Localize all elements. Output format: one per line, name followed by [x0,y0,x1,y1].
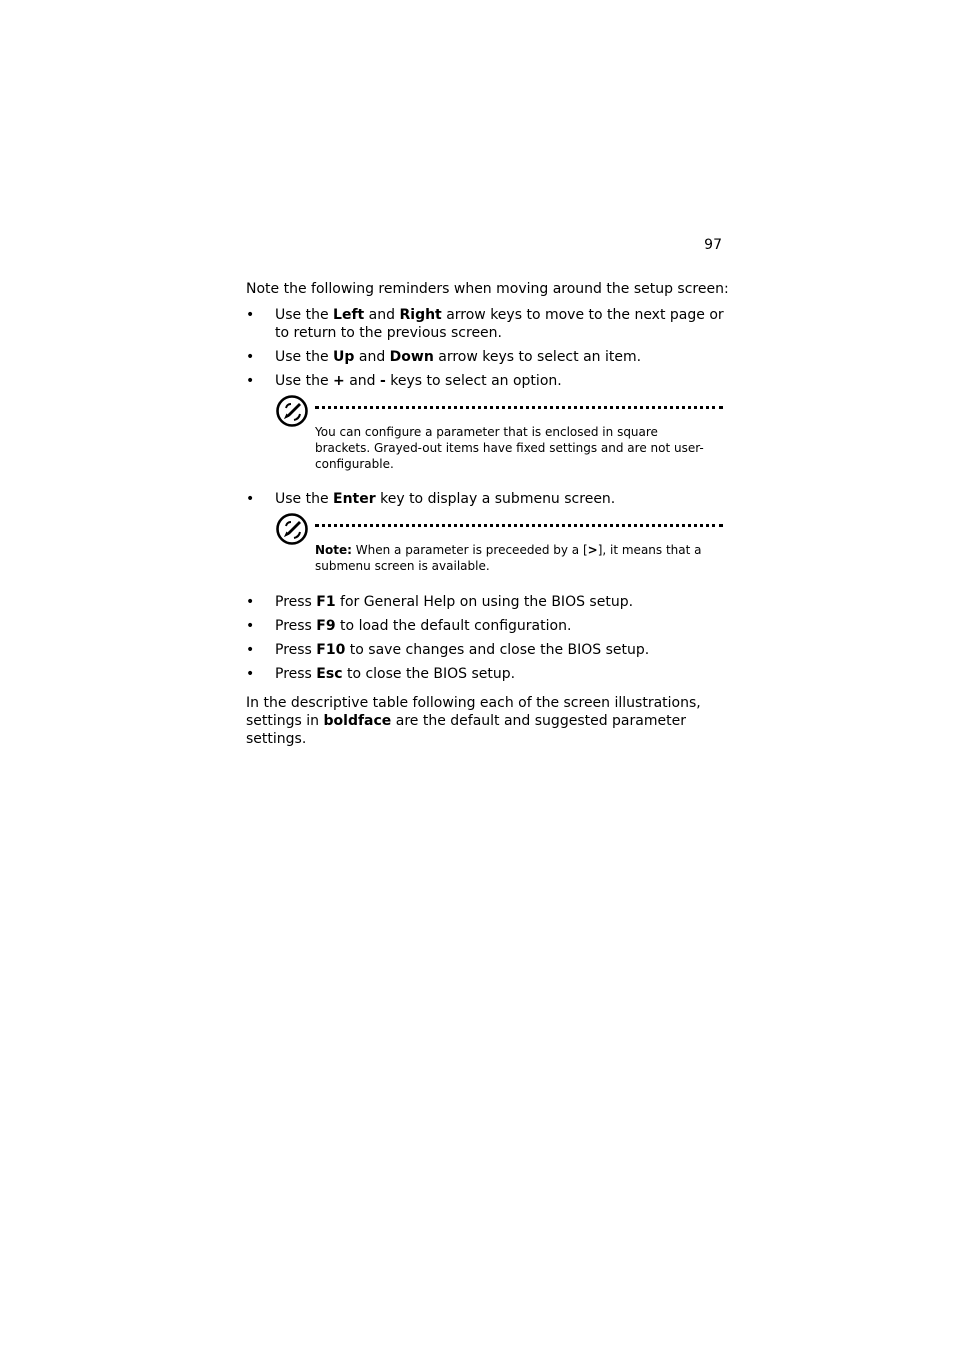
key-name: F9 [316,618,336,634]
list-item-text: Use the Enter key to display a submenu screen. [275,491,616,507]
key-name: Down [389,349,434,365]
note-text: Note: When a parameter is preceeded by a [>], it means that a submenu screen is available. [315,543,702,573]
note-divider [315,406,723,409]
list-item-text: Press F9 to load the default configuration. [275,618,572,634]
list-item-text: Use the + and - keys to select an option. [275,373,562,389]
note-pen-icon [275,512,309,546]
key-name: > [587,543,598,557]
key-name: F10 [316,642,346,658]
key-name: Left [333,307,365,323]
key-name: Right [399,307,442,323]
bullet-symbol: • [246,491,255,507]
key-name: - [380,373,386,389]
page-number: 97 [704,237,722,253]
note-divider [315,524,723,527]
note-text: You can configure a parameter that is enclosed in square brackets. Grayed-out items have fixed settings and are not user-configurable. [315,425,704,471]
emphasis-word: boldface [323,713,392,729]
bullet-symbol: • [246,666,255,682]
closing-paragraph: In the descriptive table following each of the screen illustrations, settings in boldface are the default and suggested parameter settings. [246,695,701,747]
note-label: Note: [315,543,352,557]
key-name: Up [333,349,355,365]
bullet-symbol: • [246,642,255,658]
bullet-symbol: • [246,373,255,389]
list-item-text: Use the Up and Down arrow keys to select an item. [275,349,642,365]
key-name: Enter [333,491,376,507]
intro-paragraph: Note the following reminders when moving around the setup screen: [246,281,729,297]
key-name: Esc [316,666,343,682]
list-item-text: Press F1 for General Help on using the BIOS setup. [275,594,634,610]
bullet-symbol: • [246,349,255,365]
key-name: + [333,373,345,389]
list-item-text: Press F10 to save changes and close the BIOS setup. [275,642,650,658]
list-item-text: Use the Left and Right arrow keys to move to the next page or to return to the previous screen. [275,307,724,341]
list-item-text: Press Esc to close the BIOS setup. [275,666,516,682]
bullet-symbol: • [246,618,255,634]
bullet-symbol: • [246,307,255,323]
key-name: F1 [316,594,336,610]
note-pen-icon [275,394,309,428]
bullet-symbol: • [246,594,255,610]
